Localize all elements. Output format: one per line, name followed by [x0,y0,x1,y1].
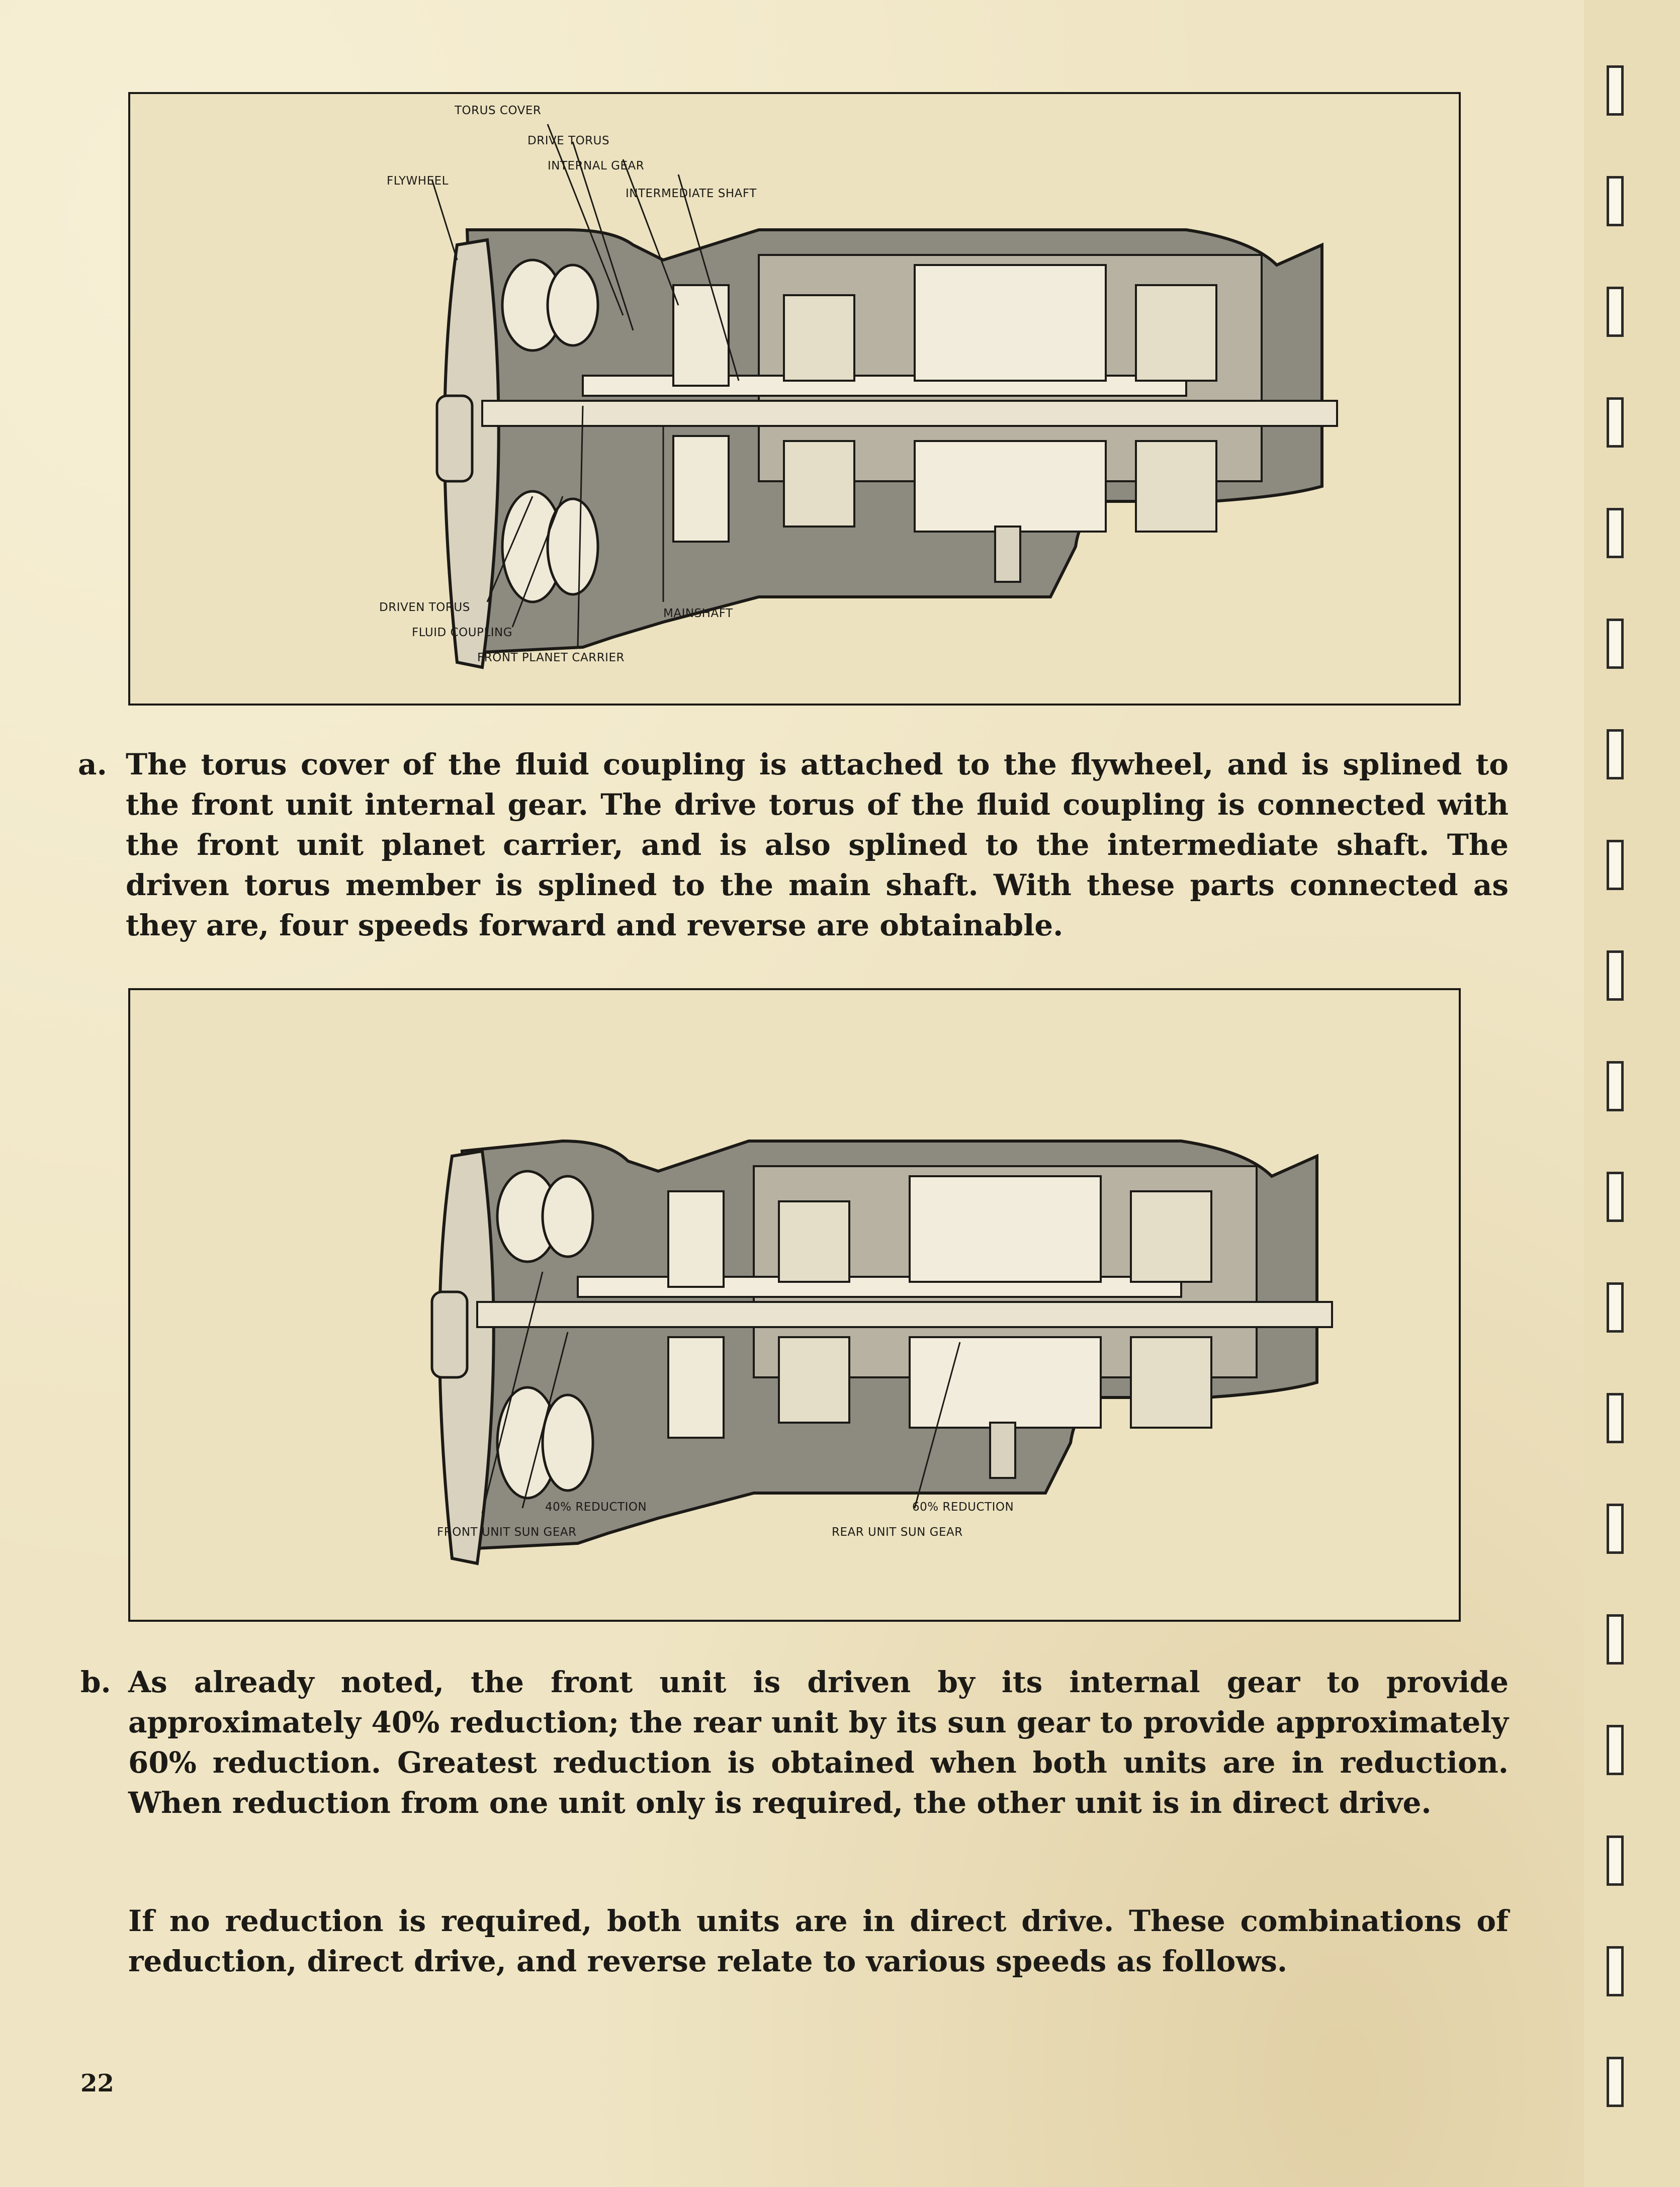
binding-hole [1607,1282,1624,1333]
binding-hole [1607,950,1624,1001]
paragraph-a [78,744,1509,945]
page-number: 22 [80,2069,114,2097]
binding-hole [1607,1172,1624,1222]
paragraph-a-text: The torus cover of the fluid coupling is attached to the flywheel, and is splined to the front unit internal gear. The drive torus of the fluid coupling is connected with the front unit planet carrier, and is also splined to the intermediate shaft. The driven torus member is splined to the main shaft. With these parts connected as they are, four speeds forward and reverse are obtainable. [126,747,1509,942]
binding-hole [1607,729,1624,779]
label-torus-cover: TORUS COVER [455,104,542,117]
label-rear-reduction: 60% REDUCTION [912,1501,1014,1514]
figure-fluid-coupling-cutaway [128,92,1461,706]
paragraph-c [128,1901,1509,1981]
binding-hole [1607,1946,1624,1996]
label-front-unit-sun-gear: FRONT UNIT SUN GEAR [437,1526,577,1539]
binding-hole [1607,1504,1624,1554]
figure-reduction-cutaway [128,988,1461,1622]
paragraph-a-label: a. [78,747,107,781]
paragraph-b-text: As already noted, the front unit is driven by its internal gear to provide approximately 40% reduction; the rear unit by its sun gear to provide approximately 60% reduction. Greatest reduction is obtained when both units are in reduction. When reduction from one unit only is required, the other unit is in direct drive. [128,1665,1509,1820]
paragraph-b-label: b. [80,1665,111,1699]
paragraph-c-text: If no reduction is required, both units are in direct drive. These combinations of reduction, direct drive, and reverse relate to various speeds as follows. [128,1904,1509,1978]
binding-hole [1607,2057,1624,2107]
binding-hole [1607,176,1624,226]
label-drive-torus: DRIVE TORUS [527,134,610,147]
binding-hole [1607,1061,1624,1111]
label-internal-gear: INTERNAL GEAR [548,159,645,172]
binding-hole [1607,619,1624,669]
binding-hole [1607,840,1624,890]
binding-hole [1607,508,1624,558]
binding-hole [1607,1393,1624,1443]
label-front-planet-carrier: FRONT PLANET CARRIER [477,651,625,664]
label-fluid-coupling: FLUID COUPLING [412,626,513,639]
label-driven-torus: DRIVEN TORUS [379,601,470,614]
binding-hole [1607,397,1624,448]
binding-hole [1607,65,1624,116]
label-mainshaft: MAINSHAFT [663,607,733,620]
transmission-cutaway-illustration-b [130,990,1459,1620]
paragraph-b [80,1662,1509,1823]
label-rear-unit-sun-gear: REAR UNIT SUN GEAR [832,1526,963,1539]
transmission-cutaway-illustration-a [130,94,1459,704]
binding-hole [1607,287,1624,337]
label-front-reduction: 40% REDUCTION [545,1501,647,1514]
binding-hole [1607,1835,1624,1886]
binding-hole [1607,1614,1624,1665]
label-intermediate-shaft: INTERMEDIATE SHAFT [626,187,757,200]
label-flywheel: FLYWHEEL [387,174,449,188]
binding-strip [1584,0,1680,2187]
binding-hole [1607,1725,1624,1775]
